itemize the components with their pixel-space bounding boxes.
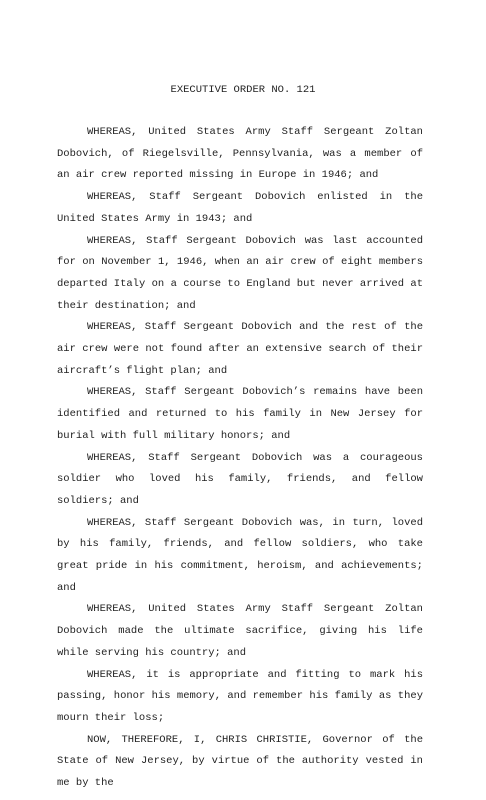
paragraph-3: WHEREAS, Staff Sergeant Dobovich was last accounted for on November 1, 1946, when an air crew of eight members departed Italy on a course to England but never arrived at their destination; and bbox=[57, 234, 423, 312]
paragraph-7: WHEREAS, Staff Sergeant Dobovich was, in turn, loved by his family, friends, and fellow soldiers, who take great pride in his commitment, heroism, and achievements; and bbox=[57, 516, 423, 594]
paragraph-4: WHEREAS, Staff Sergeant Dobovich and the rest of the air crew were not found after an extensive search of their aircraft’s flight plan; and bbox=[57, 321, 423, 377]
paragraph-9: WHEREAS, it is appropriate and fitting to mark his passing, honor his memory, and remember his family as they mourn their loss; bbox=[57, 668, 423, 724]
document-body bbox=[57, 122, 423, 795]
paragraph-2: WHEREAS, Staff Sergeant Dobovich enlisted in the United States Army in 1943; and bbox=[57, 191, 423, 225]
paragraph-1: WHEREAS, United States Army Staff Sergeant Zoltan Dobovich, of Riegelsville, Pennsylvania, was a member of an air crew reported missing in Europe in 1946; and bbox=[57, 126, 423, 182]
paragraph-6: WHEREAS, Staff Sergeant Dobovich was a courageous soldier who loved his family, friends, and fellow soldiers; and bbox=[57, 451, 423, 507]
paragraph-10: NOW, THEREFORE, I, CHRIS CHRISTIE, Governor of the State of New Jersey, by virtue of the authority vested in me by the bbox=[57, 733, 423, 790]
document-title: EXECUTIVE ORDER NO. 121 bbox=[170, 84, 316, 96]
paragraph-5: WHEREAS, Staff Sergeant Dobovich’s remains have been identified and returned to his family in New Jersey for burial with full military honors; and bbox=[57, 386, 423, 442]
paragraph-8: WHEREAS, United States Army Staff Sergeant Zoltan Dobovich made the ultimate sacrifice, giving his life while serving his country; and bbox=[57, 603, 423, 659]
